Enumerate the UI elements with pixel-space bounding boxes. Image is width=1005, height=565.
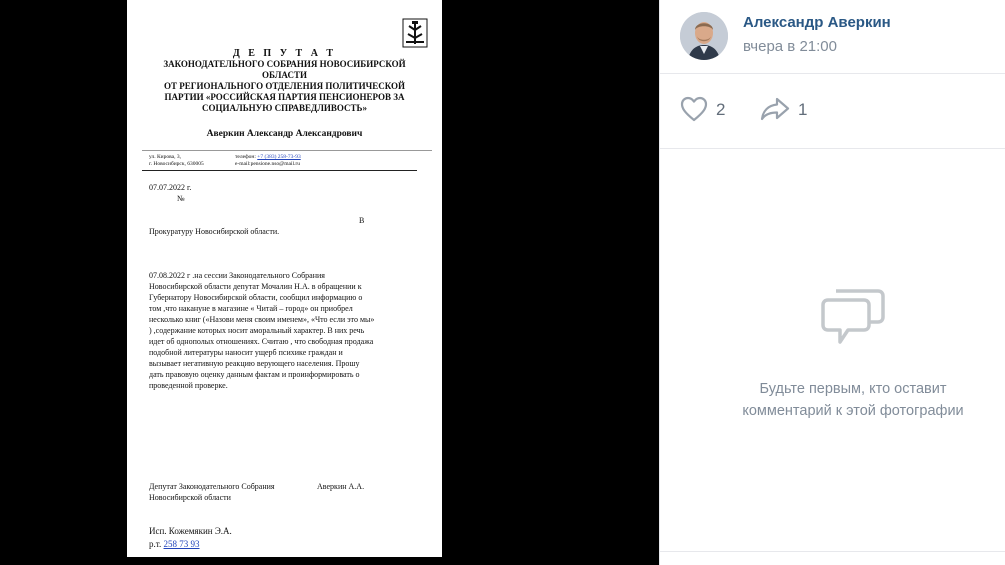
letter-number: № — [177, 194, 185, 203]
letter-date: 07.07.2022 г. — [149, 183, 192, 192]
body-line: дать правовую оценку данным фактам и проинформировать о — [149, 370, 360, 379]
recipient-preposition: В — [359, 216, 365, 225]
body-line: Губернатору Новосибирской области, сообщил информацию о — [149, 293, 363, 302]
empty-comments-line: Будьте первым, кто оставит — [759, 381, 947, 397]
post-time[interactable]: вчера в 21:00 — [743, 38, 837, 55]
contacts — [235, 154, 415, 168]
letterhead-line: СОЦИАЛЬНУЮ СПРАВЕДЛИВОСТЬ» — [202, 103, 367, 113]
work-phone-link[interactable]: 258 73 93 — [163, 539, 200, 549]
document-photo — [127, 0, 442, 557]
empty-comments-line: комментарий к этой фотографии — [742, 403, 964, 419]
avatar-image — [680, 12, 728, 60]
letterhead-line: Д Е П У Т А Т — [232, 48, 337, 59]
address-line: ул. Кирова, 3, — [149, 154, 181, 160]
body-line: несколько книг («Назови меня своим именем», «Что если это мы» — [149, 315, 375, 324]
body-line: ) ,содержание которых носит аморальный характер. В них речь — [149, 326, 365, 335]
signature-title: Депутат Законодательного Собрания — [149, 482, 275, 491]
photo-sidebar — [659, 0, 1005, 565]
body-line: подобной литературы наносит ущерб психике граждан и — [149, 348, 343, 357]
body-line: 07.08.2022 г .на сессии Законодательного Собрания — [149, 271, 325, 280]
letterhead-line: ЗАКОНОДАТЕЛЬНОГО СОБРАНИЯ НОВОСИБИРСКОЙ — [163, 59, 406, 69]
letter-body — [149, 270, 421, 391]
coat-of-arms-icon — [402, 18, 428, 48]
body-line: идет об однополых отношениях. Считаю , что свободная продажа — [149, 337, 374, 346]
executor: Исп. Кожемякин Э.А. — [149, 526, 232, 536]
divider — [660, 73, 1005, 74]
divider — [660, 148, 1005, 149]
letterhead-line: ОБЛАСТИ — [262, 70, 307, 80]
author-name[interactable]: Александр Аверкин — [743, 14, 891, 31]
signature-name: Аверкин А.А. — [317, 482, 365, 491]
work-phone-label: р.т. — [149, 539, 164, 549]
like-count: 2 — [716, 100, 726, 119]
recipient: Прокуратуру Новосибирской области. — [149, 227, 280, 236]
signature-title: Новосибирской области — [149, 493, 231, 502]
phone-link[interactable]: +7 (383) 258-73-93 — [257, 154, 301, 160]
share-count: 1 — [798, 100, 808, 119]
body-line: Новосибирской области депутат Мочалин Н.А. в обращении к — [149, 282, 362, 291]
body-line: том ,что накануне в магазине « Читай – город» он приобрел — [149, 304, 353, 313]
letterhead-line: ОТ РЕГИОНАЛЬНОГО ОТДЕЛЕНИЯ ПОЛИТИЧЕСКОЙ — [163, 81, 406, 91]
divider — [142, 170, 417, 171]
share-arrow-icon[interactable] — [760, 96, 790, 122]
email: e-mail:pensione.nso@mail.ru — [235, 161, 300, 167]
empty-comments-text — [718, 378, 988, 422]
divider — [142, 150, 432, 151]
divider — [660, 551, 1005, 552]
phone-label: телефон: — [235, 154, 258, 160]
deputy-name: Аверкин Александр Александрович — [206, 129, 363, 139]
comment-bubbles-icon — [820, 287, 886, 347]
body-line: вызывает негативную реакцию верующего населения. Прошу — [149, 359, 360, 368]
avatar[interactable] — [680, 12, 728, 60]
body-line: проведенной проверке. — [149, 381, 228, 390]
letterhead — [147, 48, 422, 114]
address-line: г. Новосибирск, 630005 — [149, 161, 204, 167]
letterhead-line: ПАРТИИ «РОССИЙСКАЯ ПАРТИЯ ПЕНСИОНЕРОВ ЗА — [164, 92, 405, 102]
work-phone-line — [149, 539, 200, 550]
heart-icon[interactable] — [680, 96, 708, 122]
